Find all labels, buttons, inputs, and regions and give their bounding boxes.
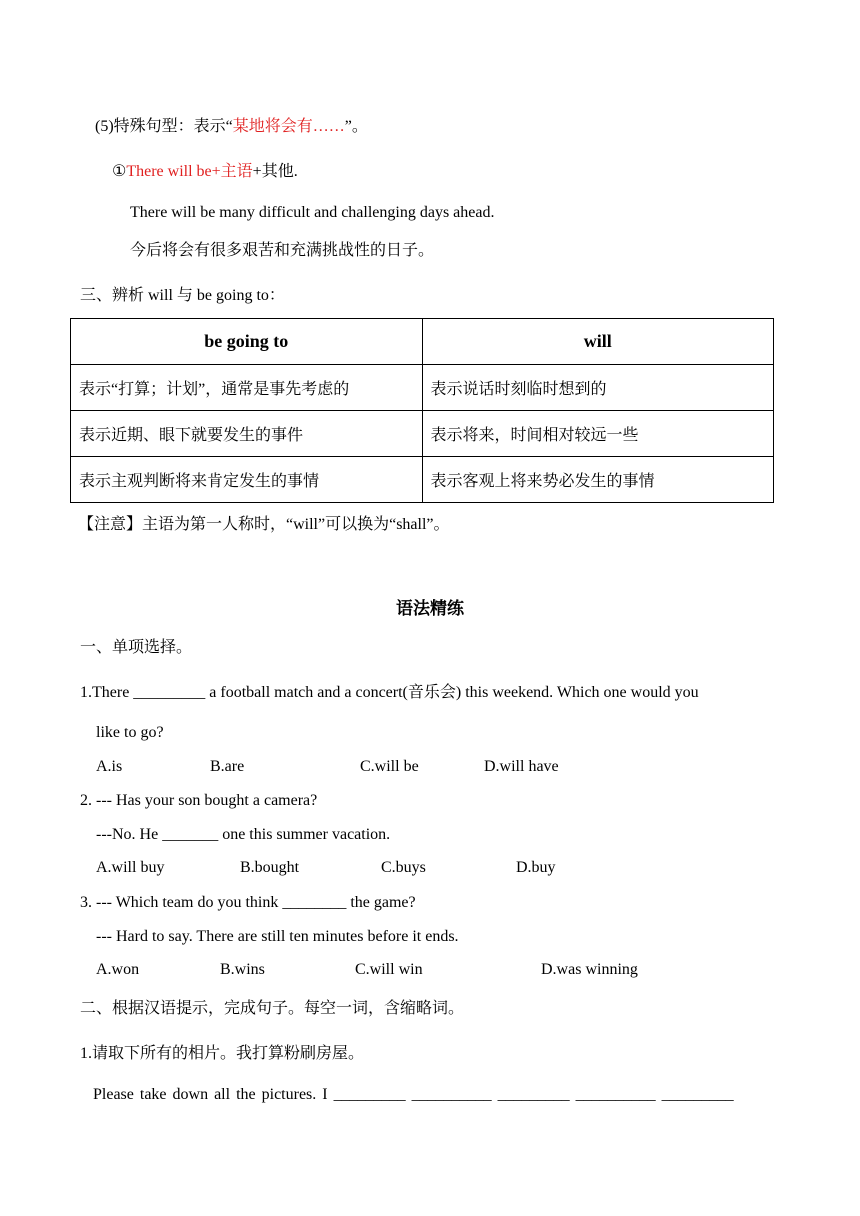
completion-q1-chinese: 1.请取下所有的相片。我打算粉刷房屋。 (80, 1045, 365, 1062)
practice-title: 语法精练 (396, 599, 464, 618)
option-c[interactable]: C.will be (360, 758, 419, 775)
option-b[interactable]: B.bought (240, 859, 300, 876)
example-english: There will be many difficult and challenging days ahead. (130, 204, 495, 221)
table-row (71, 411, 774, 457)
example-chinese: 今后将会有很多艰苦和充满挑战性的日子。 (130, 242, 435, 259)
option-b[interactable]: B.wins (220, 961, 265, 978)
special-sentence-heading: (5)特殊句型：表示“某地将会有……”。 (95, 118, 368, 135)
formula-highlight: There will be+主语 (126, 163, 253, 180)
comparison-table (70, 318, 774, 503)
option-d[interactable]: D.was winning (541, 961, 638, 978)
table-cell: 表示说话时刻临时想到的 (422, 365, 774, 411)
part1-heading: 一、单项选择。 (80, 639, 193, 656)
question-3-line1: 3. --- Which team do you think ________ the game? (80, 894, 416, 911)
option-c[interactable]: C.will win (355, 961, 423, 978)
option-d[interactable]: D.buy (516, 859, 556, 876)
completion-q1-english[interactable]: Please take down all the pictures. I _________ __________ _________ __________ _________ (93, 1086, 734, 1103)
table-row (71, 365, 774, 411)
table-header-cell: will (422, 319, 774, 365)
table-cell: 表示近期、眼下就要发生的事件 (71, 411, 423, 457)
option-c[interactable]: C.buys (381, 859, 426, 876)
heading-highlight: 某地将会有…… (232, 118, 345, 135)
question-3-line2: --- Hard to say. There are still ten minutes before it ends. (96, 928, 459, 945)
question-2-line2: ---No. He _______ one this summer vacation. (96, 826, 391, 843)
table-header-row (71, 319, 774, 365)
option-d[interactable]: D.will have (484, 758, 559, 775)
option-a[interactable]: A.will buy (96, 859, 165, 876)
option-b[interactable]: B.are (210, 758, 245, 775)
table-cell: 表示客观上将来势必发生的事情 (422, 457, 774, 503)
table-row (71, 457, 774, 503)
question-1-line1: 1.There _________ a football match and a concert(音乐会) this weekend. Which one would you (80, 684, 699, 701)
section3-heading: 三、辨析 will 与 be going to： (80, 287, 285, 304)
note-text: 【注意】主语为第一人称时，“will”可以换为“shall”。 (78, 516, 450, 533)
part2-heading: 二、根据汉语提示，完成句子。每空一词，含缩略词。 (80, 1000, 465, 1017)
table-header-cell: be going to (71, 319, 423, 365)
question-1-line2: like to go? (96, 724, 164, 741)
table-cell: 表示主观判断将来肯定发生的事情 (71, 457, 423, 503)
formula-line: ①There will be+主语+其他. (112, 163, 298, 180)
question-2-line1: 2. --- Has your son bought a camera? (80, 792, 318, 809)
option-a[interactable]: A.is (96, 758, 123, 775)
table-cell: 表示“打算；计划”，通常是事先考虑的 (71, 365, 423, 411)
option-a[interactable]: A.won (96, 961, 140, 978)
table-cell: 表示将来，时间相对较远一些 (422, 411, 774, 457)
